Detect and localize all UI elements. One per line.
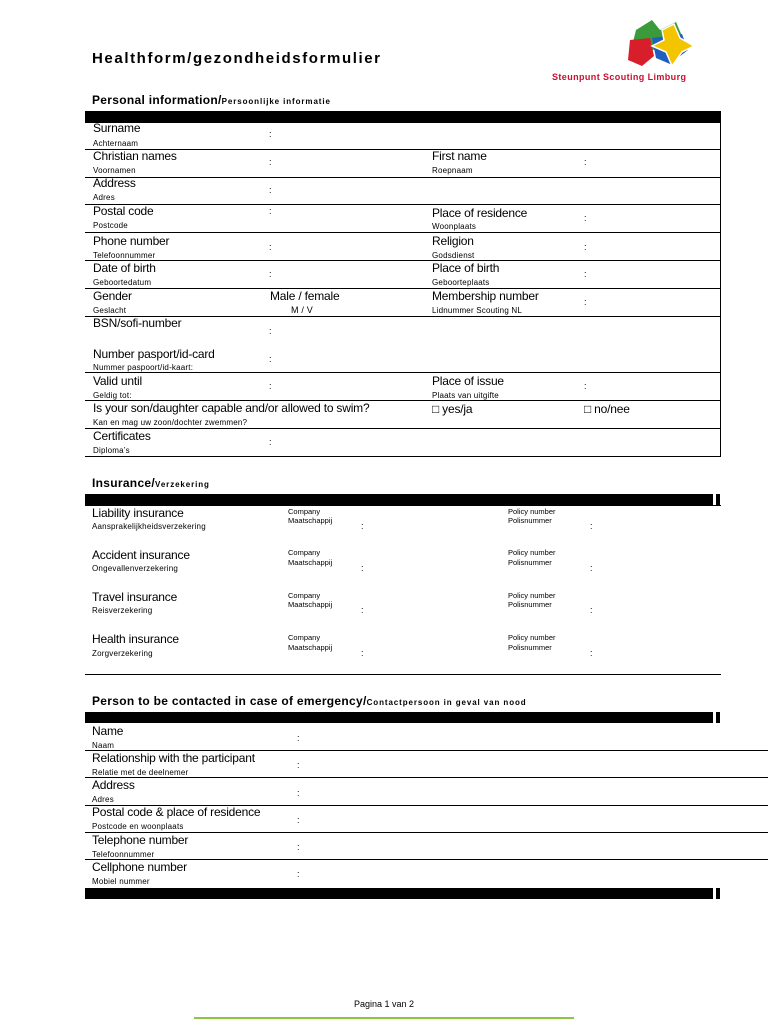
address-field[interactable]: : <box>269 185 272 195</box>
gender-label: Gender <box>93 289 132 303</box>
emergency-footer-bar <box>85 888 713 899</box>
accident-insurance-label-nl: Ongevallenverzekering <box>92 564 179 573</box>
dob-label-nl: Geboortedatum <box>93 278 152 287</box>
christian-names-field[interactable]: : <box>269 157 272 167</box>
insurance-section-heading: Insurance/Verzekering <box>92 476 210 490</box>
certificates-field[interactable]: : <box>269 437 272 447</box>
membership-field[interactable]: : <box>584 297 587 307</box>
policy-label-nl: Polisnummer <box>508 600 552 609</box>
company-label-nl: Maatschappij <box>288 600 333 609</box>
accident-company-field[interactable]: : <box>361 563 364 573</box>
religion-field[interactable]: : <box>584 242 587 252</box>
passport-label: Number pasport/id-card <box>93 347 215 361</box>
place-of-issue-label-nl: Plaats van uitgifte <box>432 391 499 400</box>
contact-postal-field[interactable]: : <box>297 815 300 825</box>
swim-no-checkbox[interactable]: □ no/nee <box>584 402 630 416</box>
policy-label: Policy number <box>508 548 556 557</box>
pob-field[interactable]: : <box>584 269 587 279</box>
health-insurance-label: Health insurance <box>92 632 179 646</box>
first-name-label-nl: Roepnaam <box>432 166 473 175</box>
pob-label-nl: Geboorteplaats <box>432 278 490 287</box>
bsn-field[interactable]: : <box>269 326 272 336</box>
contact-postal-label: Postal code & place of residence <box>92 805 261 819</box>
contact-relationship-field[interactable]: : <box>297 760 300 770</box>
company-label-nl: Maatschappij <box>288 558 333 567</box>
accident-insurance-label: Accident insurance <box>92 548 190 562</box>
emergency-section-heading: Person to be contacted in case of emergency/Contactpersoon in geval van nood <box>92 694 527 708</box>
contact-relationship-label-nl: Relatie met de deelnemer <box>92 768 189 777</box>
emergency-header-bar <box>85 712 713 723</box>
company-label-nl: Maatschappij <box>288 643 333 652</box>
swim-question-label-nl: Kan en mag uw zoon/dochter zwemmen? <box>93 418 248 427</box>
contact-cellphone-label-nl: Mobiel nummer <box>92 877 150 886</box>
dob-field[interactable]: : <box>269 269 272 279</box>
valid-until-label: Valid until <box>93 374 142 388</box>
place-of-issue-field[interactable]: : <box>584 381 587 391</box>
valid-until-label-nl: Geldig tot: <box>93 391 132 400</box>
page-number: Pagina 1 van 2 <box>353 999 415 1009</box>
phone-field[interactable]: : <box>269 242 272 252</box>
address-label-nl: Adres <box>93 193 115 202</box>
residence-label-nl: Woonplaats <box>432 222 477 231</box>
company-label-nl: Maatschappij <box>288 516 333 525</box>
personal-section-heading: Personal information/Persoonlijke informatie <box>92 93 331 107</box>
contact-telephone-label: Telephone number <box>92 833 189 847</box>
contact-postal-label-nl: Postcode en woonplaats <box>92 822 184 831</box>
swim-question-label: Is your son/daughter capable and/or allowed to swim? <box>93 401 370 415</box>
liability-insurance-label: Liability insurance <box>92 506 184 520</box>
address-label: Address <box>93 176 136 190</box>
contact-cellphone-field[interactable]: : <box>297 869 300 879</box>
gender-options[interactable]: Male / female <box>270 289 340 303</box>
pob-label: Place of birth <box>432 261 500 275</box>
surname-label: Surname <box>93 121 141 135</box>
contact-name-label-nl: Naam <box>92 741 115 750</box>
residence-label: Place of residence <box>432 206 528 220</box>
first-name-label: First name <box>432 149 487 163</box>
personal-header-bar <box>85 111 721 122</box>
passport-label-nl: Nummer paspoort/id-kaart: <box>93 363 194 372</box>
religion-label-nl: Godsdienst <box>432 251 475 260</box>
postal-code-label-nl: Postcode <box>93 221 128 230</box>
travel-insurance-label-nl: Reisverzekering <box>92 606 153 615</box>
place-of-issue-label: Place of issue <box>432 374 504 388</box>
contact-address-label: Address <box>92 778 135 792</box>
liability-insurance-label-nl: Aansprakelijkheidsverzekering <box>92 522 206 531</box>
gender-label-nl: Geslacht <box>93 306 127 315</box>
travel-insurance-label: Travel insurance <box>92 590 178 604</box>
policy-label: Policy number <box>508 591 556 600</box>
policy-label-nl: Polisnummer <box>508 558 552 567</box>
contact-name-label: Name <box>92 724 124 738</box>
contact-address-field[interactable]: : <box>297 788 300 798</box>
travel-policy-field[interactable]: : <box>590 605 593 615</box>
contact-cellphone-label: Cellphone number <box>92 860 187 874</box>
swim-yes-checkbox[interactable]: □ yes/ja <box>432 402 473 416</box>
policy-label-nl: Polisnummer <box>508 516 552 525</box>
contact-name-field[interactable]: : <box>297 733 300 743</box>
logo-text: Steunpunt Scouting Limburg <box>552 72 687 82</box>
liability-policy-field[interactable]: : <box>590 521 593 531</box>
residence-field[interactable]: : <box>584 213 587 223</box>
accident-policy-field[interactable]: : <box>590 563 593 573</box>
bsn-label: BSN/sofi-number <box>93 316 182 330</box>
company-label: Company <box>288 507 321 516</box>
scouting-limburg-logo <box>622 16 700 72</box>
travel-company-field[interactable]: : <box>361 605 364 615</box>
gender-short-options[interactable]: M / V <box>291 305 314 315</box>
footer-line <box>194 1017 574 1019</box>
first-name-field[interactable]: : <box>584 157 587 167</box>
policy-label-nl: Polisnummer <box>508 643 552 652</box>
postal-code-label: Postal code <box>93 204 154 218</box>
phone-label: Phone number <box>93 234 170 248</box>
contact-telephone-label-nl: Telefoonnummer <box>92 850 155 859</box>
company-label: Company <box>288 548 321 557</box>
religion-label: Religion <box>432 234 474 248</box>
christian-names-label: Christian names <box>93 149 177 163</box>
surname-label-nl: Achternaam <box>93 139 139 148</box>
health-insurance-label-nl: Zorgverzekering <box>92 649 153 658</box>
page-title: Healthform/gezondheidsformulier <box>92 50 382 67</box>
membership-label-nl: Lidnummer Scouting NL <box>432 306 523 315</box>
membership-label: Membership number <box>432 289 539 303</box>
company-label: Company <box>288 591 321 600</box>
policy-label: Policy number <box>508 507 556 516</box>
contact-address-label-nl: Adres <box>92 795 114 804</box>
postal-code-field[interactable]: : <box>269 206 272 216</box>
certificates-label-nl: Diploma’s <box>93 446 130 455</box>
contact-telephone-field[interactable]: : <box>297 842 300 852</box>
certificates-label: Certificates <box>93 429 151 443</box>
health-company-field[interactable]: : <box>361 648 364 658</box>
christian-names-label-nl: Voornamen <box>93 166 136 175</box>
policy-label: Policy number <box>508 633 556 642</box>
health-policy-field[interactable]: : <box>590 648 593 658</box>
liability-company-field[interactable]: : <box>361 521 364 531</box>
contact-relationship-label: Relationship with the participant <box>92 751 255 765</box>
dob-label: Date of birth <box>93 261 156 275</box>
surname-field[interactable]: : <box>269 129 272 139</box>
insurance-header-bar <box>85 494 713 505</box>
company-label: Company <box>288 633 321 642</box>
phone-label-nl: Telefoonnummer <box>93 251 156 260</box>
passport-field[interactable]: : <box>269 354 272 364</box>
valid-until-field[interactable]: : <box>269 381 272 391</box>
